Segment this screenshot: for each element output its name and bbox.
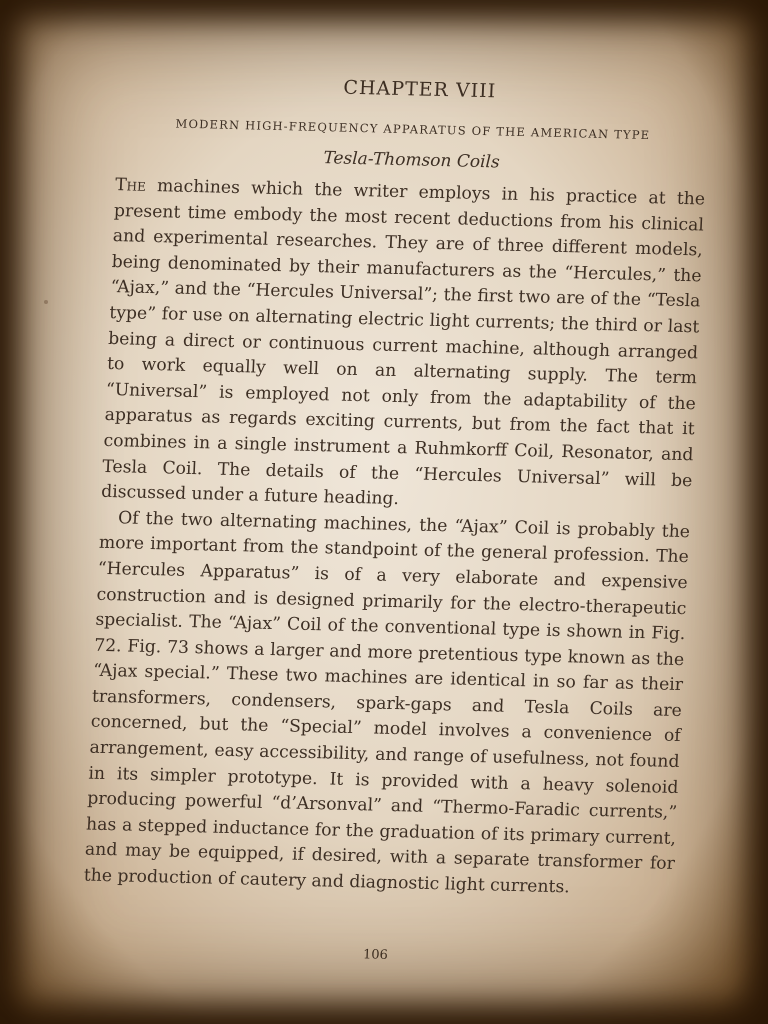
paragraph-1 [101,173,706,520]
page-number: 106 [362,947,389,963]
book-page [79,63,710,987]
paragraph-1-lead: The [114,175,147,196]
paragraph-1-text: machines which the writer employs in his practice at the present time embody the most recent deductions from his clinical and experimental researches. They are of three different models, being denominated by their manufacturers as the “Hercules,” the “Ajax,” and the “Hercules Universal”; the first two are of the “Tesla type” for use on alternating electric light currents; the third or last being a direct or continuous current machine, although arranged to work equally well on an alternating supply. The term “Universal” is employed not only from the adaptability of the apparatus as regards exciting currents, but from the fact that it combines in a single instrument a Ruhmkorff Coil, Resonator, and Tesla Coil. The details of the “Hercules Universal” will be discussed under a future heading. [100,175,706,510]
paper-spot [44,300,48,304]
section-title: Tesla-Thomson Coils [322,148,501,173]
paragraph-2: Of the two alternating machines, the “Ajax” Coil is probably the more important from the standpoint of the general profession. The “Hercules Apparatus” is of a very elaborate and expensive construction and is designed primarily for the electro-therapeutic specialist. The “Ajax” Coil of the conventional type is shown in Fig. 72. Fig. 73 shows a larger and more pretentious type known as the “Ajax special.” These two machines are identical in so far as their transformers, condensers, spark-gaps and Tesla Coils are concerned, but the “Special” model involves a convenience of arrangement, easy accessibility, and range of usefulness, not found in its simpler prototype. It is provided with a heavy solenoid producing powerful “d’Arsonval” and “Thermo-Faradic currents,” has a stepped inductance for the graduation of its primary current, and may be equipped, if desired, with a separate transformer for the production of cautery and diagnostic light currents. [83,507,691,898]
body-text [83,173,705,903]
chapter-heading: CHAPTER VIII [342,76,497,103]
chapter-subtitle: MODERN HIGH-FREQUENCY APPARATUS OF THE AMERICAN TYPE [175,116,651,143]
